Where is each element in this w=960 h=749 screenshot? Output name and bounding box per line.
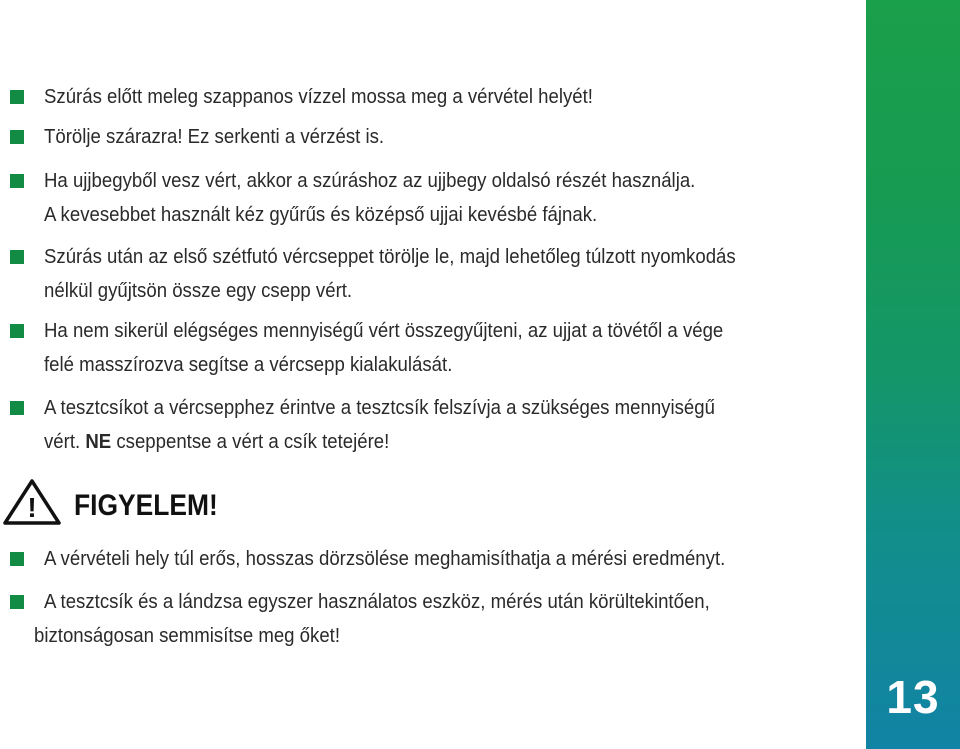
instruction-line: Szúrás után az első szétfutó vércseppet törölje le, majd lehetőleg túlzott nyomkodás [44,246,736,268]
instruction-line: A kevesebbet használt kéz gyűrűs és középső ujjai kevésbé fájnak. [44,204,598,226]
instruction-item [44,164,797,232]
warning-item [44,585,797,619]
instruction-item [44,240,797,308]
bullet-square-icon [10,324,24,338]
bullet-square-icon [10,250,24,264]
instruction-line: Törölje szárazra! Ez serkenti a vérzést is. [44,126,385,148]
instruction-line: Ha nem sikerül elégséges mennyiségű vért összegyűjteni, az ujjat a tövétől a vége [44,320,724,342]
instruction-line: nélkül gyűjtsön össze egy csepp vért. [44,280,353,302]
instruction-line: felé masszírozva segítse a vércsepp kialakulását. [44,354,453,376]
instruction-line [44,425,797,459]
green-sidebar [866,0,960,749]
instruction-line: Ha ujjbegyből vesz vért, akkor a szúráshoz az ujjbegy oldalsó részét használja. [44,170,696,192]
bullet-square-icon [10,401,24,415]
instruction-item [44,80,797,114]
warning-line: biztonságosan semmisítse meg őket! [34,625,341,647]
bullet-square-icon [10,130,24,144]
warning-item [44,542,797,576]
warning-line: A tesztcsík és a lándzsa egyszer használatos eszköz, mérés után körültekintően, [44,591,710,613]
warning-line: A vérvételi hely túl erős, hosszas dörzsölése meghamisíthatja a mérési eredményt. [44,548,726,570]
bullet-square-icon [10,595,24,609]
bullet-square-icon [10,174,24,188]
page-number: 13 [886,671,940,723]
warning-triangle-icon [2,478,62,526]
instruction-text: cseppentse a vért a csík tetejére! [111,431,390,453]
bullet-square-icon [10,552,24,566]
warning-title: FIGYELEM! [74,489,218,522]
emphasis-text: NE [85,431,112,453]
instruction-line: A tesztcsíkot a vércsepphez érintve a tesztcsík felszívja a szükséges mennyiségű [44,397,715,419]
warning-item-continuation [34,619,797,653]
instruction-item [44,391,797,459]
instruction-item [44,120,797,154]
warning-mark: ! [27,492,37,523]
instruction-item [44,314,797,382]
instruction-text: vért. [44,431,86,453]
bullet-square-icon [10,90,24,104]
instruction-line: Szúrás előtt meleg szappanos vízzel mossa meg a vérvétel helyét! [44,86,593,108]
